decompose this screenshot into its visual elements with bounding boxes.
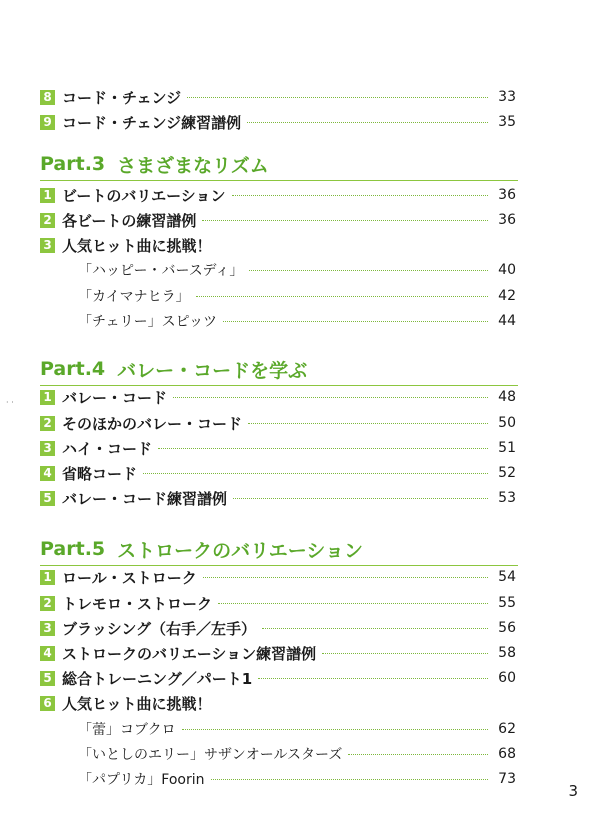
dot-leader [248, 423, 488, 424]
entry-page: 33 [498, 89, 516, 105]
toc-subentry[interactable] [78, 285, 516, 307]
entry-number-badge: 1 [40, 390, 55, 405]
dot-leader [258, 678, 488, 679]
scan-speck: · · [6, 398, 14, 407]
entry-title: ビートのバリエーション [62, 186, 226, 205]
toc-subentry[interactable] [78, 743, 516, 765]
part-heading [40, 150, 269, 178]
entry-number-badge: 9 [40, 115, 55, 130]
entry-page: 35 [498, 114, 516, 130]
toc-subentry[interactable] [78, 718, 516, 740]
toc-entry[interactable] [40, 692, 516, 714]
dot-leader [187, 97, 488, 98]
toc-entry[interactable] [40, 86, 516, 108]
entry-title: ハイ・コード [62, 439, 153, 458]
entry-page: 62 [498, 721, 516, 737]
entry-title: ブラッシング（右手／左手） [62, 619, 257, 638]
entry-number-badge: 2 [40, 596, 55, 611]
part-title: さまざまなリズム [117, 154, 269, 177]
dot-leader [223, 321, 488, 322]
entry-number-badge: 3 [40, 621, 55, 636]
toc-subentry[interactable] [78, 310, 516, 332]
entry-page: 68 [498, 746, 516, 762]
dot-leader [249, 270, 488, 271]
entry-page: 55 [498, 595, 516, 611]
entry-number-badge: 1 [40, 188, 55, 203]
toc-entry[interactable] [40, 487, 516, 509]
toc-entry[interactable] [40, 437, 516, 459]
entry-title: 省略コード [62, 464, 138, 483]
song-title: 「パプリカ」Foorin [78, 772, 205, 788]
entry-page: 56 [498, 620, 516, 636]
entry-title: トレモロ・ストローク [62, 594, 213, 613]
dot-leader [203, 577, 488, 578]
dot-leader [232, 195, 488, 196]
part-title: ストロークのバリエーション [117, 539, 364, 562]
entry-title: そのほかのバレー・コード [62, 414, 243, 433]
entry-number-badge: 6 [40, 696, 55, 711]
entry-page: 36 [498, 187, 516, 203]
entry-number-badge: 3 [40, 238, 55, 253]
entry-title: 人気ヒット曲に挑戦！ [62, 694, 212, 713]
dot-leader [196, 296, 488, 297]
entry-page: 48 [498, 389, 516, 405]
dot-leader [233, 498, 488, 499]
entry-page: 73 [498, 771, 516, 787]
toc-entry[interactable] [40, 412, 516, 434]
dot-leader [182, 729, 488, 730]
entry-page: 52 [498, 465, 516, 481]
toc-entry[interactable] [40, 209, 516, 231]
toc-entry[interactable] [40, 642, 516, 664]
dot-leader [202, 220, 488, 221]
part-heading [40, 535, 363, 563]
entry-title: ストロークのバリエーション練習譜例 [62, 644, 317, 663]
entry-title: バレー・コード [62, 388, 168, 407]
toc-subentry[interactable] [78, 259, 516, 281]
entry-number-badge: 2 [40, 416, 55, 431]
entry-title: コード・チェンジ [62, 88, 182, 107]
song-title: 「チェリー」スピッツ [78, 314, 218, 330]
entry-number-badge: 3 [40, 441, 55, 456]
entry-number-badge: 5 [40, 491, 55, 506]
part-number: Part.4 [40, 358, 106, 380]
entry-page: 50 [498, 415, 516, 431]
entry-page: 36 [498, 212, 516, 228]
entry-title: 総合トレーニング／パート1 [62, 669, 253, 688]
toc-entry[interactable] [40, 617, 516, 639]
dot-leader [247, 122, 488, 123]
dot-leader [262, 628, 488, 629]
toc-entry[interactable] [40, 592, 516, 614]
entry-number-badge: 2 [40, 213, 55, 228]
entry-title: ロール・ストローク [62, 568, 197, 587]
section-divider [40, 180, 518, 181]
entry-page: 42 [498, 288, 516, 304]
entry-page: 53 [498, 490, 516, 506]
entry-page: 60 [498, 670, 516, 686]
entry-page: 40 [498, 262, 516, 278]
song-title: 「カイマナヒラ」 [78, 289, 190, 305]
entry-title: コード・チェンジ練習譜例 [62, 113, 242, 132]
entry-title: 人気ヒット曲に挑戦！ [62, 236, 212, 255]
page-number: 3 [568, 782, 578, 800]
dot-leader [158, 448, 488, 449]
part-heading [40, 355, 307, 383]
entry-page: 58 [498, 645, 516, 661]
dot-leader [218, 603, 488, 604]
song-title: 「いとしのエリー」サザンオールスターズ [78, 747, 343, 763]
song-title: 「ハッピー・バースディ」 [78, 263, 244, 279]
entry-page: 51 [498, 440, 516, 456]
entry-number-badge: 1 [40, 570, 55, 585]
part-title: バレー・コードを学ぶ [117, 359, 308, 382]
entry-title: 各ビートの練習譜例 [62, 211, 197, 230]
dot-leader [143, 473, 488, 474]
toc-subentry[interactable] [78, 768, 516, 790]
entry-title: バレー・コード練習譜例 [62, 489, 228, 508]
song-title: 「蕾」コブクロ [78, 722, 176, 738]
dot-leader [173, 397, 488, 398]
toc-entry[interactable] [40, 234, 516, 256]
entry-number-badge: 4 [40, 646, 55, 661]
entry-number-badge: 5 [40, 671, 55, 686]
dot-leader [322, 653, 488, 654]
entry-page: 54 [498, 569, 516, 585]
toc-entry[interactable] [40, 566, 516, 588]
toc-entry[interactable] [40, 111, 516, 133]
toc-entry[interactable] [40, 667, 516, 689]
part-number: Part.3 [40, 153, 106, 175]
dot-leader [348, 754, 488, 755]
entry-number-badge: 4 [40, 466, 55, 481]
dot-leader [211, 779, 488, 780]
entry-page: 44 [498, 313, 516, 329]
toc-entry[interactable] [40, 184, 516, 206]
toc-entry[interactable] [40, 386, 516, 408]
toc-entry[interactable] [40, 462, 516, 484]
part-number: Part.5 [40, 538, 106, 560]
entry-number-badge: 8 [40, 90, 55, 105]
